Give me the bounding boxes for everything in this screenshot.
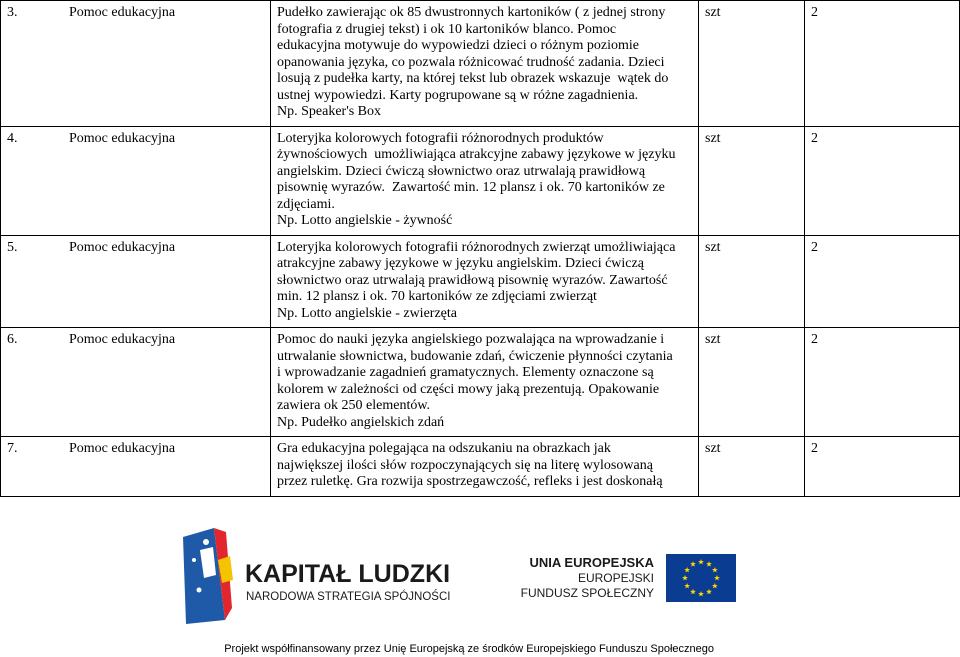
description-line: zawiera ok 250 elementów. xyxy=(277,398,431,413)
item-number: 6. xyxy=(7,332,18,347)
table-row xyxy=(1,437,960,497)
items-table-body xyxy=(1,1,960,497)
item-unit: szt xyxy=(699,235,805,328)
table-row xyxy=(1,235,960,328)
item-description xyxy=(271,437,699,497)
item-name: Pomoc edukacyjna xyxy=(69,239,176,255)
item-unit: szt xyxy=(699,126,805,235)
item-name-cell xyxy=(1,328,271,437)
description-line: Pudełko zawierając ok 85 dwustronnych kartoników ( z jednej strony xyxy=(277,5,666,20)
description-line: min. 12 plansz i ok. 70 kartoników ze zdjęciami zwierząt xyxy=(277,289,597,304)
item-name: Pomoc edukacyjna xyxy=(69,441,176,456)
description-line: Np. Lotto angielskie - żywność xyxy=(277,213,453,228)
item-description xyxy=(271,126,699,235)
kapital-ludzki-title: KAPITAŁ LUDZKI xyxy=(245,560,451,588)
logos-bar xyxy=(0,520,960,630)
description-line: kolorem w zależności od części mowy jaką prezentują. Opakowanie xyxy=(277,381,660,397)
description-line: opanowania języka, co pozwala różnicować trudność zadania. Dzieci xyxy=(277,54,665,70)
item-description xyxy=(271,235,699,328)
item-number: 3. xyxy=(7,5,18,20)
description-line: i wprowadzanie zagadnień gramatycznych. Elementy oznaczone są xyxy=(277,365,654,380)
item-number: 5. xyxy=(7,239,18,255)
description-line: Gra edukacyjna polegająca na odszukaniu na obrazkach jak xyxy=(277,441,611,456)
description-line: edukacyjna motywuje do wypowiedzi dzieci o różnym poziomie xyxy=(277,38,639,53)
item-name-cell xyxy=(1,126,271,235)
description-line: ustnej wypowiedzi. Karty pogrupowane są w różne zagadnienia. xyxy=(277,87,639,103)
description-line: pisownię wyrazów. Zawartość min. 12 plansz i ok. 70 kartoników ze xyxy=(277,180,665,195)
item-number: 7. xyxy=(7,441,18,456)
description-line: Np. Pudełko angielskich zdań xyxy=(277,414,445,430)
item-description xyxy=(271,328,699,437)
description-line: Pomoc do nauki języka angielskiego pozwalająca na wprowadzanie i xyxy=(277,332,665,347)
item-number: 4. xyxy=(7,130,18,146)
footer-text: Projekt współfinansowany przez Unię Europejską ze środków Europejskiego Funduszu Społecznego xyxy=(224,643,714,655)
description-line: słownictwo oraz utrwalają prawidłową pisownię wyrazów. Zawartość xyxy=(277,272,668,288)
ue-line-3: FUNDUSZ SPOŁECZNY xyxy=(520,586,654,600)
kapital-ludzki-logo xyxy=(183,528,450,624)
table-row xyxy=(1,1,960,127)
description-line: Loteryjka kolorowych fotografii różnorodnych zwierząt umożliwiająca xyxy=(277,239,676,255)
item-name-cell xyxy=(1,1,271,127)
description-line: Loteryjka kolorowych fotografii różnorodnych produktów xyxy=(277,130,604,146)
description-line: największej ilości słów rozpoczynających się na literę wylosowaną xyxy=(277,457,653,473)
item-quantity: 2 xyxy=(805,126,960,235)
description-line: żywnościowych umożliwiająca atrakcyjne zabawy językowe w języku xyxy=(277,147,676,162)
description-line: atrakcyjne zabawy językowe w języku angielskim. Dzieci ćwiczą xyxy=(277,256,644,271)
table-row xyxy=(1,328,960,437)
item-unit: szt xyxy=(699,328,805,437)
item-unit: szt xyxy=(699,437,805,497)
item-quantity: 2 xyxy=(805,235,960,328)
item-quantity: 2 xyxy=(805,328,960,437)
ue-line-2: EUROPEJSKI xyxy=(577,571,654,585)
description-line: angielskim. Dzieci ćwiczą słownictwo oraz utrwalają prawidłową xyxy=(277,163,646,179)
description-line: fotografia z drugiej tekst) i ok 10 kartoników blanco. Pomoc xyxy=(277,21,617,37)
kapital-ludzki-subtitle: NARODOWA STRATEGIA SPÓJNOŚCI xyxy=(246,591,451,603)
item-description xyxy=(271,1,699,127)
item-name-cell xyxy=(1,235,271,328)
footer xyxy=(0,643,960,655)
description-line: Np. Lotto angielskie - zwierzęta xyxy=(277,305,457,321)
item-quantity: 2 xyxy=(805,437,960,497)
kapital-ludzki-emblem xyxy=(183,528,233,624)
item-name: Pomoc edukacyjna xyxy=(69,5,176,20)
ue-line-1: UNIA EUROPEJSKA xyxy=(529,555,654,570)
item-quantity: 2 xyxy=(805,1,960,127)
description-line: Np. Speaker's Box xyxy=(277,104,382,119)
description-line: losują z pudełka karty, na której tekst lub obrazek wskazuje wątek do xyxy=(277,71,669,86)
item-name: Pomoc edukacyjna xyxy=(69,332,176,347)
unia-europejska-logo xyxy=(521,554,736,602)
item-name-cell xyxy=(1,437,271,497)
item-unit: szt xyxy=(699,1,805,127)
description-line: przez ruletkę. Gra rozwija spostrzegawczość, refleks i jest doskonałą xyxy=(277,474,663,489)
table-row xyxy=(1,126,960,235)
item-name: Pomoc edukacyjna xyxy=(69,130,176,146)
description-line: utrwalanie słownictwa, budowanie zdań, ćwiczenie płynności czytania xyxy=(277,348,673,364)
description-line: zdjęciami. xyxy=(277,196,335,212)
